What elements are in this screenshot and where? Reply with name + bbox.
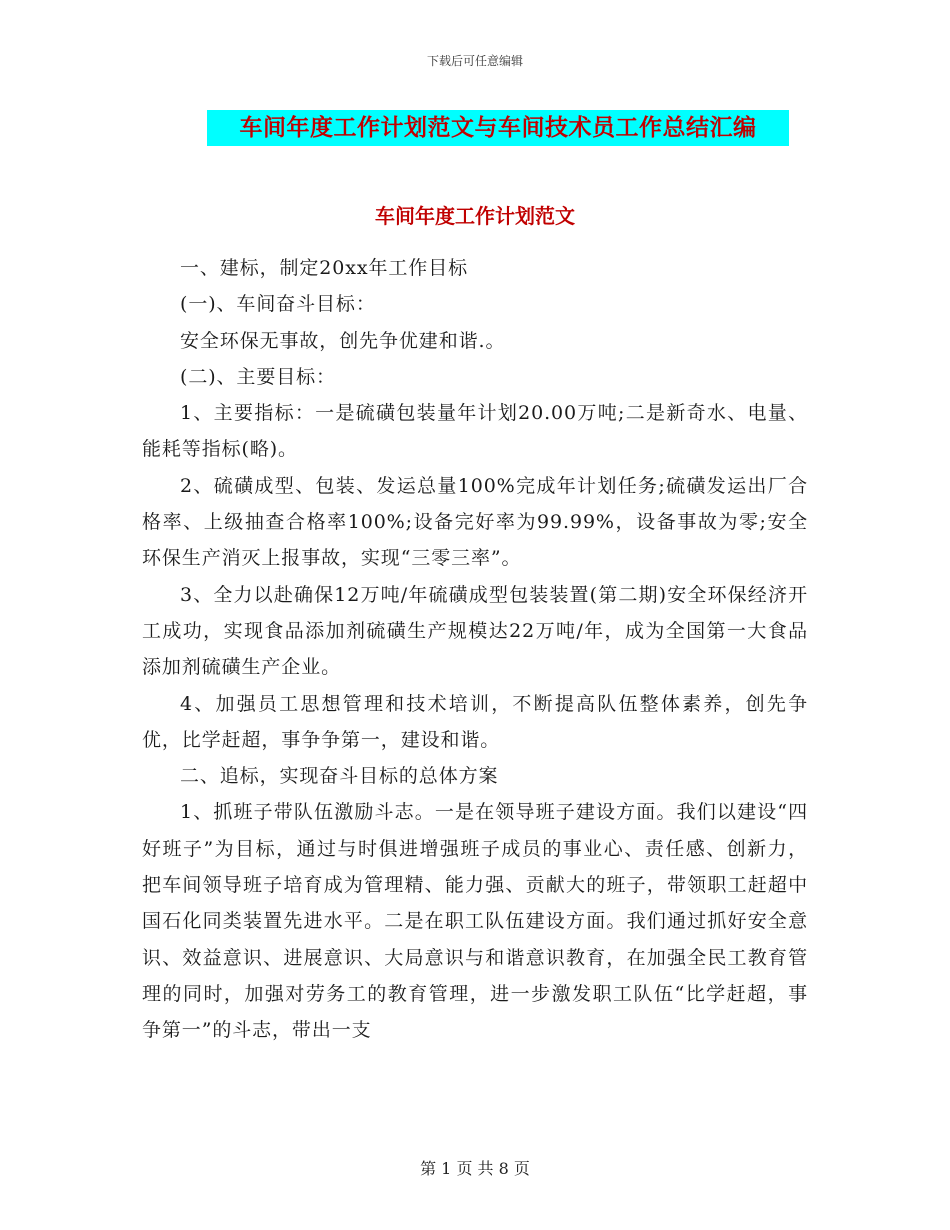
- paragraph: (二)、主要目标：: [180, 365, 336, 388]
- paragraph: 一、建标，制定20xx年工作目标: [180, 257, 469, 279]
- paragraph: 4、加强员工思想管理和技术培训，不断提高队伍整体素养，创先争优，比学赶超，事争争第一，建设和谐。: [142, 692, 808, 751]
- paragraph: 1、抓班子带队伍激励斗志。一是在领导班子建设方面。我们以建设“四好班子”为目标，通过与时俱进增强班子成员的事业心、责任感、创新力，把车间领导班子培育成为管理精、能力强、贡献大的班子，带领职工赶超中国石化同类装置先进水平。二是在职工队伍建设方面。我们通过抓好安全意识、效益意识、进展意识、大局意识与和谐意识教育，在加强全民工教育管理的同时，加强对劳务工的教育管理，进一步激发职工队伍“比学赶超，事争第一”的斗志，带出一支: [142, 801, 808, 1042]
- paragraph: 二、追标，实现奋斗目标的总体方案: [180, 765, 499, 788]
- page-header: 下载后可任意编辑: [426, 54, 523, 68]
- paragraph: (一)、车间奋斗目标：: [180, 293, 376, 316]
- document-body: [142, 250, 808, 1049]
- paragraph: 2、硫磺成型、包装、发运总量100%完成年计划任务;硫磺发运出厂合格率、上级抽查合格率100%;设备完好率为99.99%，设备事故为零;安全环保生产消灭上报事故，实现“三零三率”。: [142, 474, 808, 570]
- page-number-footer: 第 1 页 共 8 页: [420, 1159, 530, 1178]
- section-title: 车间年度工作计划范文: [375, 204, 575, 228]
- paragraph: 3、全力以赴确保12万吨/年硫磺成型包装装置(第二期)安全环保经济开工成功，实现食品添加剂硫磺生产规模达22万吨/年，成为全国第一大食品添加剂硫磺生产企业。: [142, 583, 808, 679]
- paragraph: 1、主要指标：一是硫磺包装量年计划20.00万吨;二是新奇水、电量、能耗等指标(略)。: [142, 402, 808, 461]
- document-title: 车间年度工作计划范文与车间技术员工作总结汇编: [207, 110, 789, 146]
- paragraph: 安全环保无事故，创先争优建和谐.。: [180, 329, 506, 352]
